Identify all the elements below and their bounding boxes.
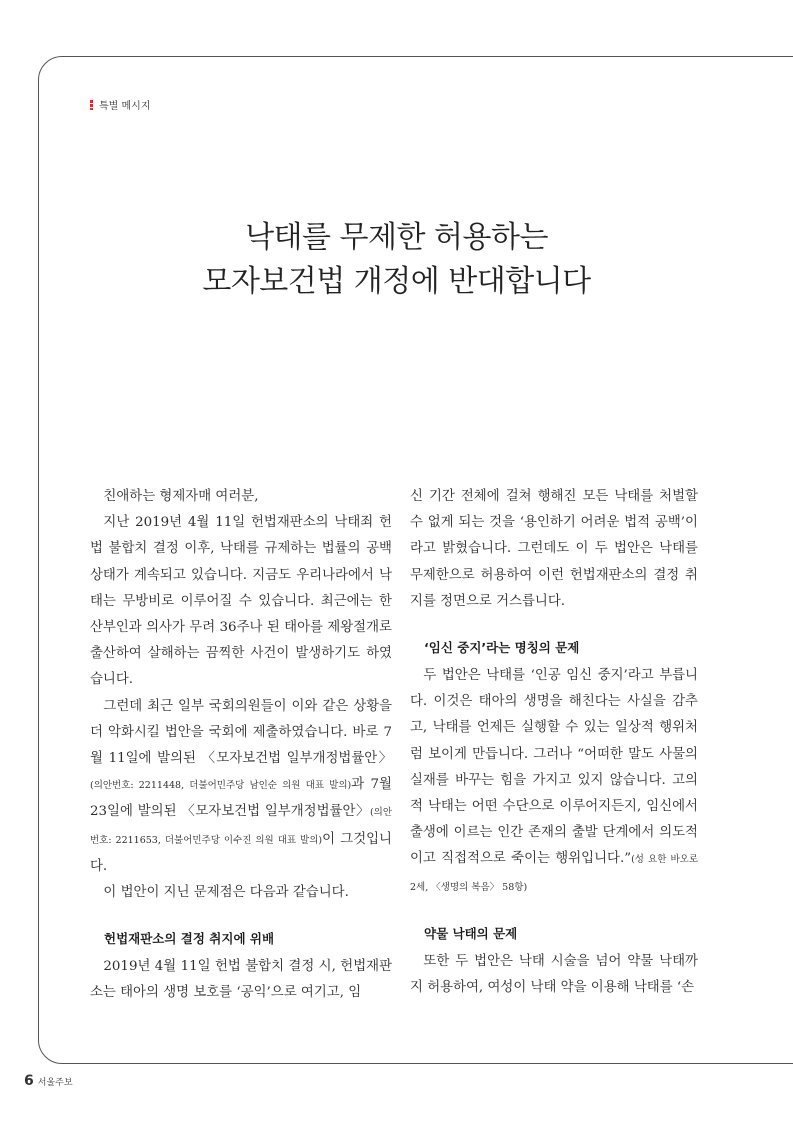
paragraph-2-part-c: 이 그것입니다. xyxy=(90,831,392,874)
paragraph-4: 2019년 4월 11일 헌법 불합치 결정 시, 헌법재판소는 태아의 생명 보호를 ‘공익’으로 여기고, 임 xyxy=(90,959,392,1001)
paragraph-2-part-b: 과 7월 23일에 발의된 〈모자보건법 일부개정법률안〉 xyxy=(90,777,392,820)
paragraph-5 xyxy=(410,663,698,901)
right-column xyxy=(410,484,698,1001)
section-label-text: 특별 메시지 xyxy=(99,101,151,112)
bill-note-2: (의안번호: 2211653, 더불어민주당 이수진 의원 대표 발의) xyxy=(90,807,392,846)
subheading-2: ‘임신 중지’라는 명칭의 문제 xyxy=(424,640,580,656)
bill-note-1: (의안번호: 2211448, 더불어민주당 남인순 의원 대표 발의) xyxy=(90,780,352,792)
subheading-3: 약물 낙태의 문제 xyxy=(424,925,518,941)
paragraph-6: 또한 두 법안은 낙태 시술을 넘어 약물 낙태까지 허용하여, 여성이 낙태 약을 이용해 낙태를 ‘손 xyxy=(410,953,698,996)
paragraph-5-text: 두 법안은 낙태를 ‘인공 임신 중지’라고 부릅니다. 이것은 태아의 생명을 해친다는 사실을 감추고, 낙태를 언제든 실행할 수 있는 일상적 행위처럼 보이게 만듭니다. 그러나 “어떠한 말도 사물의 실재를 바꾸는 힘을 가지고 있지 않습니다. 고의적 낙태는 어떤 수단으로 이루어지든지, 임신에서 출생에 이르는 인간 존재의 출발 단계에서 의도적이고 직접적으로 죽이는 행위입니다.” xyxy=(410,668,698,867)
citation: (성 요한 바오로 2세, 〈생명의 복음〉 58항) xyxy=(410,854,698,893)
paragraph-4-continued: 신 기간 전체에 걸쳐 행해진 모든 낙태를 처벌할 수 없게 되는 것을 ‘용인하기 어려운 법적 공백’이라고 밝혔습니다. 그런데도 이 두 법안은 낙태를 무제한으로 허용하여 이런 헌법재판소의 결정 취지를 정면으로 거스릅니다. xyxy=(410,489,698,609)
page-number: 6 xyxy=(24,1073,34,1089)
article-title xyxy=(0,216,793,304)
subheading-1: 헌법재판소의 결정 취지에 위배 xyxy=(104,931,275,947)
page-footer xyxy=(24,1073,73,1089)
left-column xyxy=(90,484,392,1007)
section-label xyxy=(90,97,150,112)
paragraph-3: 이 법안이 지닌 문제점은 다음과 같습니다. xyxy=(103,885,349,901)
title-line-2: 모자보건법 개정에 반대합니다 xyxy=(202,264,591,299)
paragraph-2-part-a: 그런데 최근 일부 국회의원들이 이와 같은 상황을 더 악화시킬 법안을 국회에 제출하였습니다. 바로 7월 11일에 발의된 〈모자보건법 일부개정법률안〉 xyxy=(90,698,392,767)
publication-name: 서울주보 xyxy=(37,1078,73,1088)
paragraph-1: 지난 2019년 4월 11일 헌법재판소의 낙태죄 헌법 불합치 결정 이후, 낙태를 규제하는 법률의 공백 상태가 계속되고 있습니다. 지금도 우리나라에서 낙태는 무방비로 이루어질 수 있습니다. 최근에는 한 산부인과 의사가 무려 36주나 된 태아를 제왕절개로 출산하여 살해하는 끔찍한 사건이 발생하기도 하였습니다. xyxy=(90,515,392,688)
paragraph-greeting: 친애하는 형제자매 여러분, xyxy=(103,489,259,504)
paragraph-2 xyxy=(90,694,392,880)
title-line-1: 낙태를 무제한 허용하는 xyxy=(245,220,548,255)
section-marker-icon xyxy=(90,100,93,110)
